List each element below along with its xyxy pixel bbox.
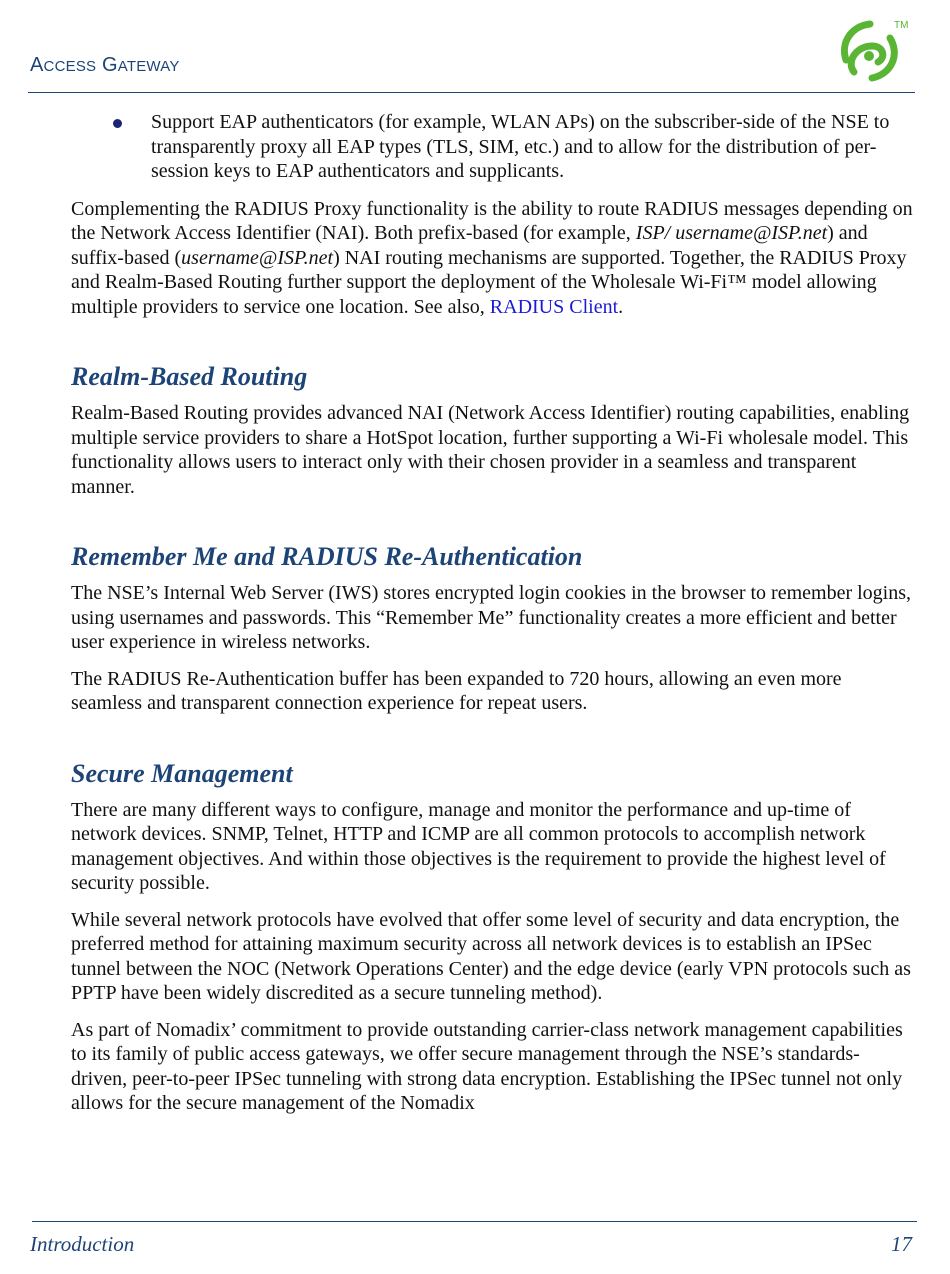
section-heading-realm-based-routing: Realm-Based Routing xyxy=(71,362,308,391)
section-heading-secure-management: Secure Management xyxy=(71,758,293,788)
section-paragraph: There are many different ways to configure, manage and monitor the performance and up-time of network devices. SNMP, Telnet, HTTP and ICMP are all common protocols to accomplish network management objectives. And within those objectives is the requirement to provide the highest level of security possible. xyxy=(71,798,886,894)
trademark-mark: TM xyxy=(894,20,909,31)
page-body xyxy=(71,110,913,1128)
section-paragraph: While several network protocols have evolved that offer some level of security and data encryption, the preferred method for attaining maximum security across all network devices is to establish an IPSec tunnel between the NOC (Network Operations Center) and the edge device (early VPN protocols such as PPTP have been widely discredited as a secure tunneling method). xyxy=(71,908,911,1004)
list-item xyxy=(71,110,913,184)
bullet-text: Support EAP authenticators (for example, WLAN APs) on the subscriber-side of the NSE to transparently proxy all EAP types (TLS, SIM, etc.) and to allow for the distribution of per-session keys to EAP authenticators and supplicants. xyxy=(151,111,890,182)
nomadix-logo-icon xyxy=(832,16,914,88)
footer-divider xyxy=(32,1221,917,1222)
intro-paragraph: Complementing the RADIUS Proxy functionality is the ability to route RADIUS messages depending on the Network Access Identifier (NAI). Both prefix-based (for example, ISP/ username@ISP.net) and suffix-based (username@ISP.net) NAI routing mechanisms are supported. Together, the RADIUS Proxy and Realm-Based Routing further support the deployment of the Wholesale Wi-Fi™ model allowing multiple providers to service one location. See also, RADIUS Client. xyxy=(71,197,913,318)
section-heading-remember-me: Remember Me and RADIUS Re-Authentication xyxy=(71,542,583,571)
running-header-title: ACCESS GATEWAY xyxy=(30,54,180,76)
footer-section-name: Introduction xyxy=(30,1232,135,1256)
bullet-icon xyxy=(113,119,122,128)
header-divider xyxy=(28,92,915,93)
section-paragraph: As part of Nomadix’ commitment to provide outstanding carrier-class network management capabilities to its family of public access gateways, we offer secure management through the NSE’s standards-driven, peer-to-peer IPSec tunneling with strong data encryption. Establishing the IPSec tunnel not only allows for the secure management of the Nomadix xyxy=(71,1018,903,1114)
radius-client-link[interactable]: RADIUS Client xyxy=(489,295,619,318)
section-paragraph: The NSE’s Internal Web Server (IWS) stores encrypted login cookies in the browser to remember logins, using usernames and passwords. This “Remember Me” functionality creates a more efficient and better user experience in wireless networks. xyxy=(71,582,912,653)
section-paragraph: Realm-Based Routing provides advanced NAI (Network Access Identifier) routing capabilities, enabling multiple service providers to share a HotSpot location, further supporting a Wi-Fi wholesale model. This functionality allows users to interact only with their chosen provider in a seamless and transparent manner. xyxy=(71,402,910,498)
page-number: 17 xyxy=(891,1232,912,1256)
section-paragraph: The RADIUS Re-Authentication buffer has been expanded to 720 hours, allowing an even more seamless and transparent connection experience for repeat users. xyxy=(71,667,842,714)
